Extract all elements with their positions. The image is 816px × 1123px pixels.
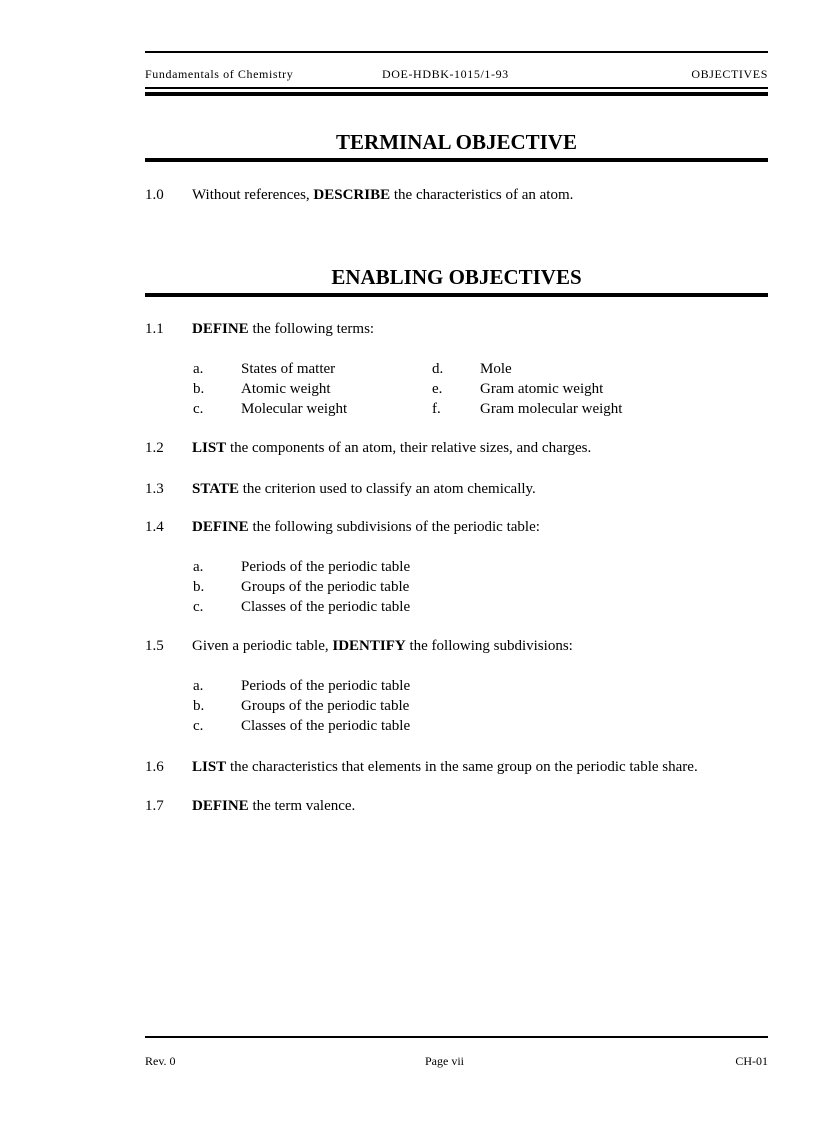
term-label: Atomic weight — [241, 381, 331, 397]
objective-number: 1.0 — [145, 187, 164, 203]
objective-text — [192, 438, 591, 458]
objective-text — [192, 517, 540, 537]
subdivision-letter: a. — [193, 559, 204, 575]
objective-number: 1.4 — [145, 519, 164, 535]
term-label: Molecular weight — [241, 401, 348, 417]
objective-number: 1.2 — [145, 440, 164, 456]
term-letter: c. — [193, 401, 204, 417]
objective-text — [192, 479, 536, 499]
objective-text-post: the term valence. — [248, 798, 356, 814]
header-top-rule — [145, 51, 768, 53]
document-page — [145, 0, 768, 1123]
objective-verb: DESCRIBE — [313, 187, 391, 203]
objective-number: 1.5 — [145, 638, 164, 654]
objective-verb: LIST — [192, 440, 227, 456]
objective-text — [192, 636, 573, 656]
term-label: Gram molecular weight — [480, 401, 623, 417]
footer-revision: Rev. 0 — [145, 1054, 176, 1068]
subdivision-label: Groups of the periodic table — [241, 579, 410, 595]
objective-text-post: the following subdivisions: — [405, 638, 573, 654]
objective-verb: LIST — [192, 759, 227, 775]
objective-number: 1.7 — [145, 798, 164, 814]
header-handbook-title: Fundamentals of Chemistry — [145, 67, 294, 81]
enabling-objectives-heading: ENABLING OBJECTIVES — [331, 265, 582, 289]
footer-rule — [145, 1036, 768, 1038]
enabling-objectives-rule — [145, 293, 768, 297]
objective-text — [192, 319, 374, 339]
objective-text-post: the following terms: — [248, 321, 375, 337]
subdivision-label: Periods of the periodic table — [241, 678, 411, 694]
term-label: States of matter — [241, 361, 336, 377]
footer-page-number: Page vii — [425, 1054, 464, 1068]
header-section-name: OBJECTIVES — [691, 67, 768, 81]
objective-text-post: the criterion used to classify an atom chemically. — [238, 481, 536, 497]
objective-verb: DEFINE — [192, 519, 249, 535]
objective-text — [192, 185, 573, 205]
objective-text-post: the characteristics of an atom. — [390, 187, 574, 203]
terminal-objective-rule — [145, 158, 768, 162]
objective-text-pre: Given a periodic table, — [192, 638, 333, 654]
objective-verb: DEFINE — [192, 321, 249, 337]
subdivision-label: Periods of the periodic table — [241, 559, 411, 575]
header-rule-thick — [145, 92, 768, 96]
header-document-number: DOE-HDBK-1015/1-93 — [382, 67, 509, 81]
objective-text-pre: Without references, — [192, 187, 314, 203]
term-label: Mole — [480, 361, 512, 377]
subdivision-letter: c. — [193, 599, 204, 615]
term-letter: f. — [432, 401, 441, 417]
term-letter: d. — [432, 361, 444, 377]
objective-verb: STATE — [192, 481, 239, 497]
footer-chapter-code: CH-01 — [735, 1054, 768, 1068]
term-letter: a. — [193, 361, 204, 377]
objective-number: 1.6 — [145, 759, 164, 775]
subdivision-label: Groups of the periodic table — [241, 698, 410, 714]
running-header — [145, 67, 768, 83]
objective-number: 1.1 — [145, 321, 164, 337]
subdivision-letter: c. — [193, 718, 204, 734]
terminal-objective-heading: TERMINAL OBJECTIVE — [336, 130, 577, 154]
subdivision-letter: b. — [193, 698, 205, 714]
term-label: Gram atomic weight — [480, 381, 604, 397]
objective-text-post: the characteristics that elements in the same group on the periodic table share. — [226, 759, 698, 775]
subdivision-letter: a. — [193, 678, 204, 694]
term-letter: e. — [432, 381, 443, 397]
header-rule-thin — [145, 87, 768, 89]
objective-verb: DEFINE — [192, 798, 249, 814]
objective-text-post: the following subdivisions of the periodic table: — [248, 519, 540, 535]
subdivision-label: Classes of the periodic table — [241, 718, 411, 734]
objective-text-post: the components of an atom, their relative sizes, and charges. — [226, 440, 592, 456]
subdivision-label: Classes of the periodic table — [241, 599, 411, 615]
term-letter: b. — [193, 381, 205, 397]
objective-text — [192, 796, 355, 816]
objective-verb: IDENTIFY — [332, 638, 406, 654]
objective-number: 1.3 — [145, 481, 164, 497]
subdivision-letter: b. — [193, 579, 205, 595]
objective-text — [192, 757, 698, 777]
